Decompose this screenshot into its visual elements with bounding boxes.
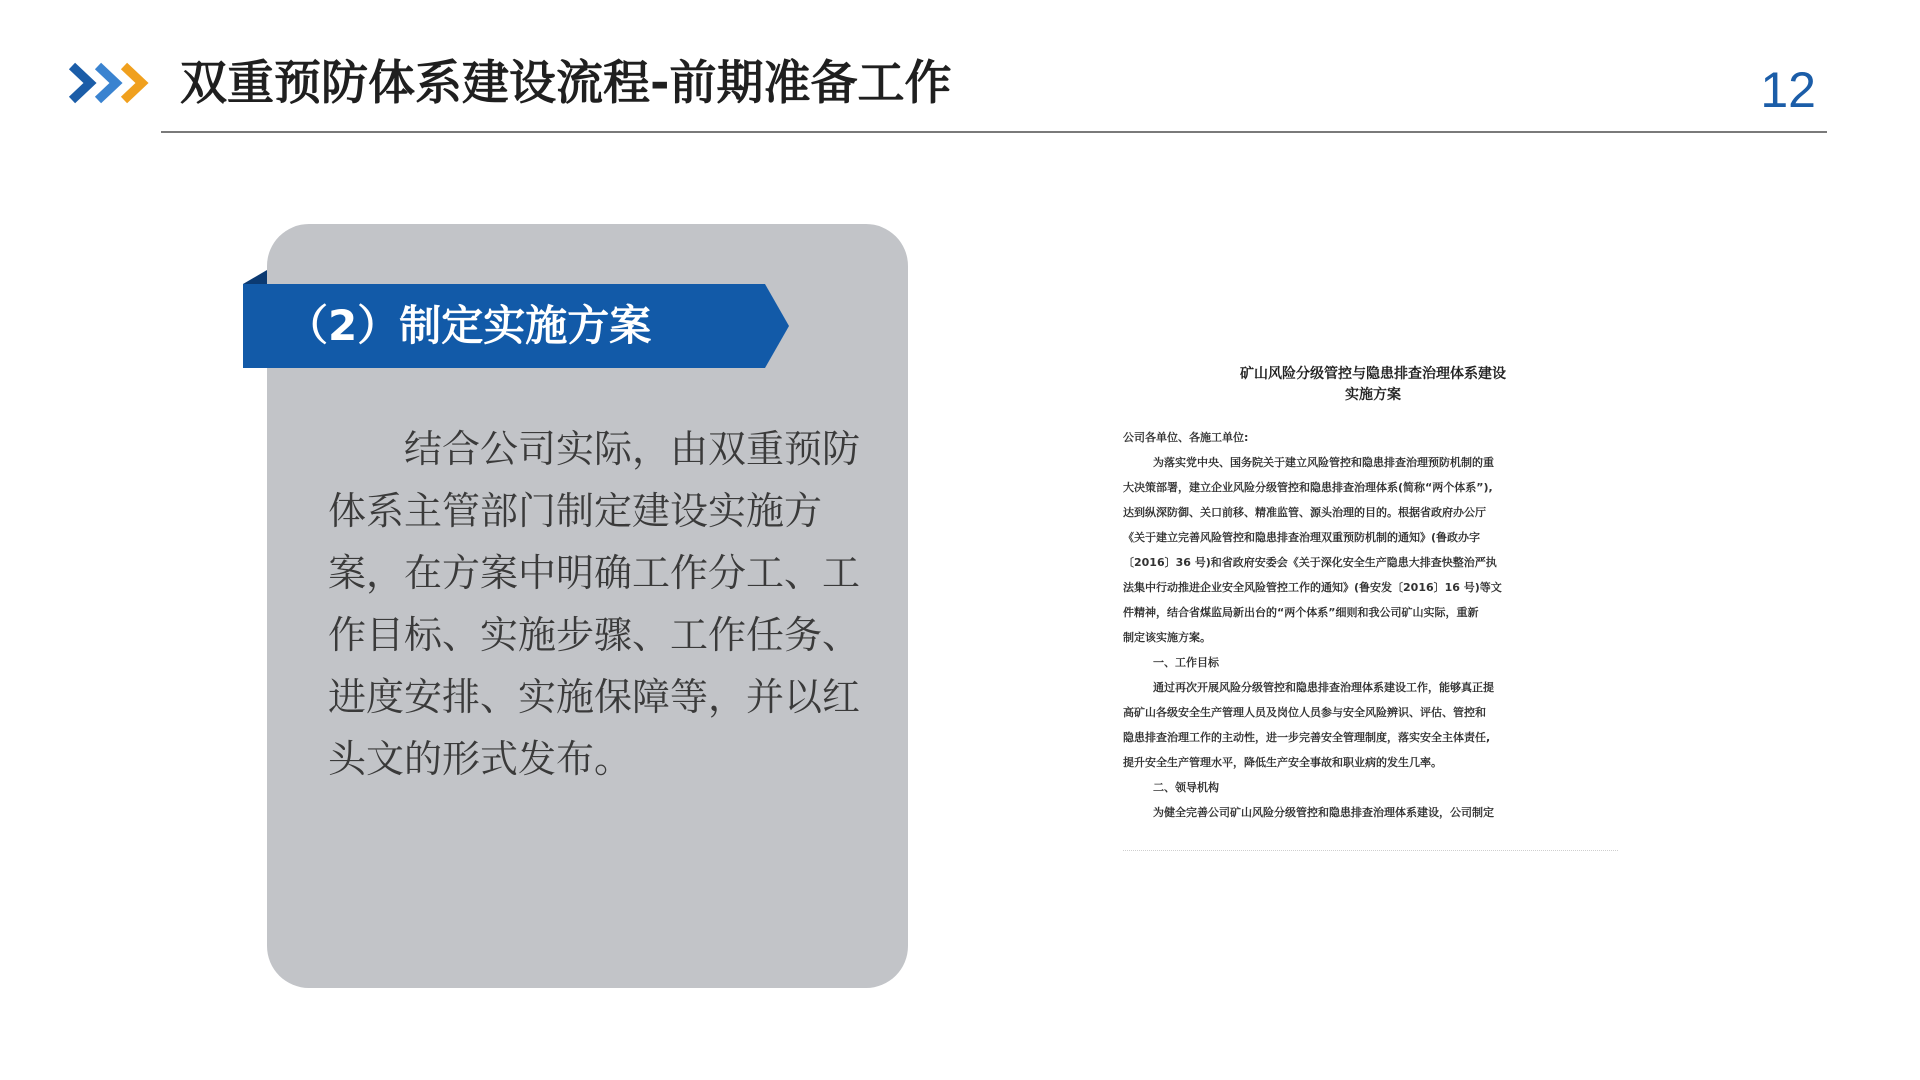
- document-title-line-1: 矿山风险分级管控与隐患排查治理体系建设: [1240, 366, 1506, 382]
- page-number: 12: [1760, 62, 1816, 118]
- document-line: 提升安全生产管理水平，降低生产安全事故和职业病的发生几率。: [1123, 756, 1442, 769]
- chevron-1-icon: [72, 66, 90, 100]
- document-line: 高矿山各级安全生产管理人员及岗位人员参与安全风险辨识、评估、管控和: [1123, 706, 1486, 719]
- document-line: 大决策部署，建立企业风险分级管控和隐患排查治理体系(简称“两个体系”),: [1123, 481, 1493, 494]
- document-line: 件精神，结合省煤监局新出台的“两个体系”细则和我公司矿山实际，重新: [1123, 606, 1479, 619]
- document-line: 二、领导机构: [1153, 781, 1219, 794]
- document-line: 法集中行动推进企业安全风险管控工作的通知》(鲁安发〔2016〕16 号)等文: [1123, 581, 1502, 594]
- card-body-text: 结合公司实际，由双重预防体系主管部门制定建设实施方案，在方案中明确工作分工、工作目标、实施步骤、工作任务、进度安排、实施保障等，并以红头文的形式发布。: [328, 427, 861, 781]
- document-line: 隐患排查治理工作的主动性，进一步完善安全管理制度，落实安全主体责任,: [1123, 731, 1491, 744]
- document-preview: [1123, 348, 1623, 853]
- document-line: 公司各单位、各施工单位:: [1123, 431, 1249, 444]
- document-line: 为健全完善公司矿山风险分级管控和隐患排查治理体系建设，公司制定: [1153, 806, 1494, 819]
- document-line: 为落实党中央、国务院关于建立风险管控和隐患排查治理预防机制的重: [1153, 456, 1494, 469]
- page-title: 双重预防体系建设流程-前期准备工作: [180, 56, 952, 111]
- chevron-arrows-icon: [68, 60, 154, 106]
- header-divider: [161, 131, 1827, 133]
- chevron-2-icon: [98, 66, 116, 100]
- ribbon-label: （2）制定实施方案: [286, 301, 652, 350]
- document-line: 〔2016〕36 号)和省政府安委会《关于深化安全生产隐患大排查快整治严执: [1123, 556, 1497, 569]
- document-line: 通过再次开展风险分级管控和隐患排查治理体系建设工作，能够真正提: [1153, 681, 1494, 694]
- ribbon-fold: [243, 270, 267, 284]
- document-line: 达到纵深防御、关口前移、精准监管、源头治理的目的。根据省政府办公厅: [1123, 506, 1486, 519]
- document-bottom-edge: [1123, 850, 1618, 851]
- document-line: 一、工作目标: [1153, 656, 1219, 669]
- document-line: 《关于建立完善风险管控和隐患排查治理双重预防机制的通知》(鲁政办字: [1123, 531, 1481, 544]
- document-line: 制定该实施方案。: [1123, 631, 1211, 644]
- chevron-3-icon: [124, 66, 142, 100]
- document-title-line-2: 实施方案: [1345, 387, 1401, 403]
